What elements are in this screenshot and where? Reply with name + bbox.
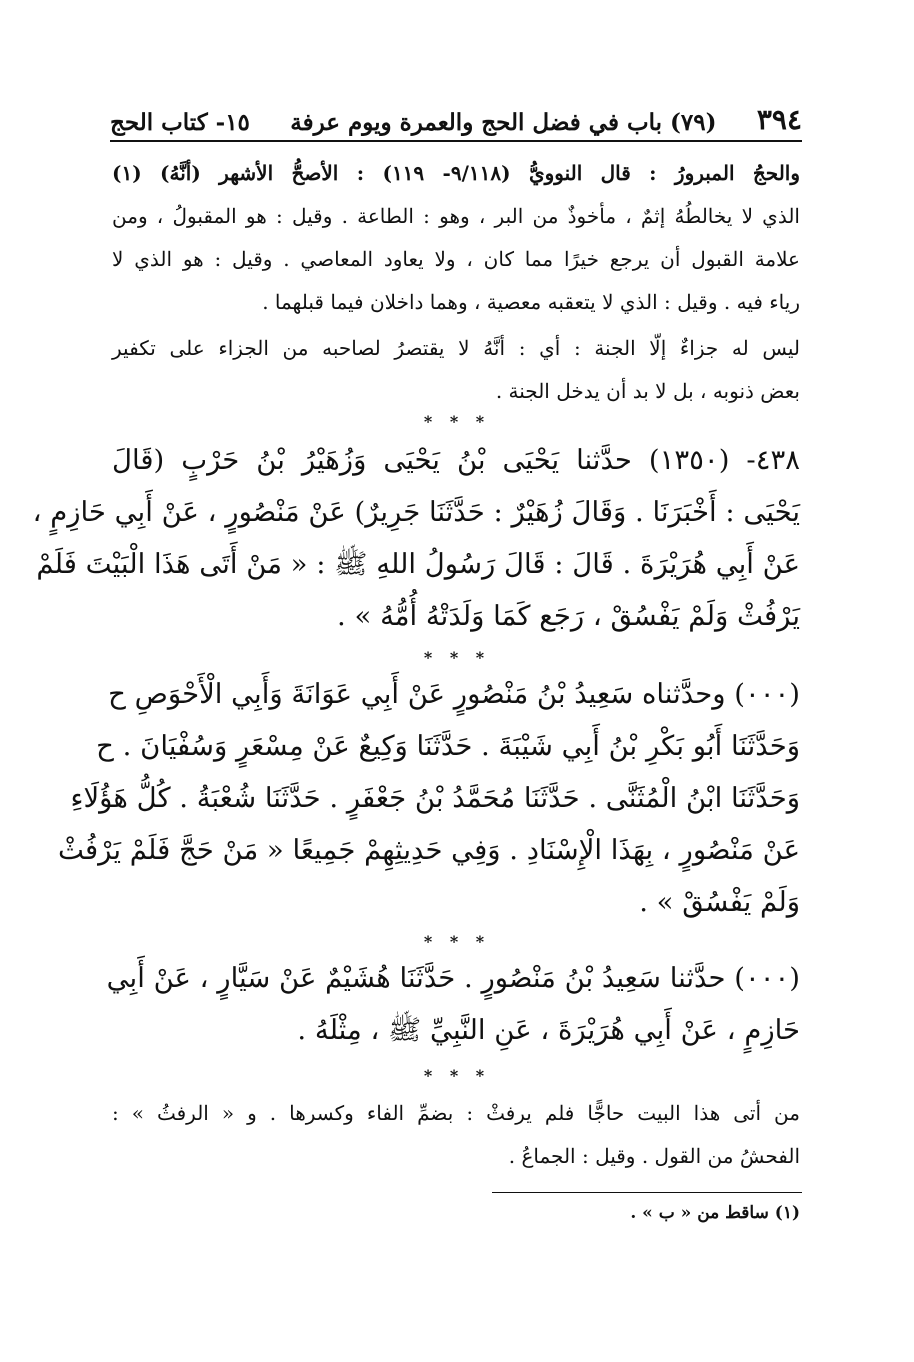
commentary-line: بعض ذنوبه ، بل لا بد أن يدخل الجنة . bbox=[495, 379, 800, 403]
header-rule bbox=[110, 140, 802, 142]
chapter-title: (٧٩) باب في فضل الحج والعمرة ويوم عرفة bbox=[290, 109, 717, 136]
section-separator: * * * bbox=[423, 648, 491, 667]
hadith-line: يَرْفُثْ وَلَمْ يَفْسُقْ ، رَجَع كَمَا وَلَدَتْهُ أُمُّهُ » . bbox=[337, 600, 800, 632]
commentary-line: ليس له جزاءٌ إلّا الجنة : أي : أنَّهُ لا يقتصرُ لصاحبه من الجزاء على تكفير bbox=[112, 336, 800, 360]
hadith-line: وَحَدَّثَنَا ابْنُ الْمُثَنَّى . حَدَّثَنَا مُحَمَّدُ بْنُ جَعْفَرٍ . حَدَّثَنَا شُعْبَةُ . كُلُّ هَؤُلَاءِ bbox=[70, 782, 800, 814]
book-title: ١٥- كتاب الحج bbox=[110, 109, 250, 136]
hadith-line: وَلَمْ يَفْسُقْ » . bbox=[639, 886, 800, 918]
hadith-line: حَازِمٍ ، عَنْ أَبِي هُرَيْرَةَ ، عَنِ النَّبِيِّ ﷺ ، مِثْلَهُ . bbox=[297, 1014, 800, 1046]
hadith-000-a bbox=[58, 668, 800, 928]
commentary-line: رياء فيه . وقيل : الذي لا يتعقبه معصية ، وهما داخلان فيما قبلهما . bbox=[262, 290, 800, 314]
footnote-rule bbox=[492, 1192, 802, 1193]
running-header bbox=[110, 96, 802, 136]
section-separator: * * * bbox=[423, 932, 491, 951]
commentary-line: علامة القبول أن يرجع خيرًا مما كان ، ولا يعاود المعاصي . وقيل : هو الذي لا bbox=[112, 247, 800, 271]
section-separator: * * * bbox=[423, 1066, 491, 1085]
page-number: ٣٩٤ bbox=[756, 103, 802, 136]
section-separator: * * * bbox=[423, 412, 491, 431]
hadith-438 bbox=[32, 434, 801, 642]
footnote: (١) ساقط من « ب » . bbox=[630, 1203, 800, 1223]
hadith-line: يَحْيَى : أَخْبَرَنَا . وَقَالَ زُهَيْرٌ : حَدَّثَنَا جَرِيرٌ) عَنْ مَنْصُورٍ ، عَنْ أَبِي حَازِمٍ ، bbox=[32, 496, 800, 528]
commentary-line: والحجُ المبرورُ : قال النوويُّ (٩/١١٨- ١١٩) : الأصحُّ الأشهر (أنَّهُ) (١) bbox=[112, 161, 801, 185]
commentary-bottom bbox=[112, 1092, 800, 1178]
commentary-line: الذي لا يخالطُهُ إثمٌ ، مأخوذٌ من البر ، وهو : الطاعة . وقيل : هو المقبولُ ، ومن bbox=[112, 204, 800, 228]
hadith-line: (٠٠٠) حدَّثنا سَعِيدُ بْنُ مَنْصُورٍ . حَدَّثَنَا هُشَيْمٌ عَنْ سَيَّارٍ ، عَنْ أَبِي bbox=[106, 962, 800, 994]
hadith-000-b bbox=[106, 952, 800, 1056]
commentary-top bbox=[112, 152, 800, 413]
hadith-line: ٤٣٨- (١٣٥٠) حدَّثنا يَحْيَى بْنُ يَحْيَى وَزُهَيْرُ بْنُ حَرْبٍ (قَالَ bbox=[112, 444, 801, 476]
hadith-line: (٠٠٠) وحدَّثناه سَعِيدُ بْنُ مَنْصُورٍ عَنْ أَبِي عَوَانَةَ وَأَبِي الْأَحْوَصِ ح bbox=[108, 678, 800, 710]
commentary-line: الفحشُ من القول . وقيل : الجماعُ . bbox=[508, 1144, 800, 1168]
hadith-line: عَنْ مَنْصُورٍ ، بِهَذَا الْإِسْنَادِ . وَفِي حَدِيثِهِمْ جَمِيعًا « مَنْ حَجَّ فَلَمْ يَرْفُثْ bbox=[58, 834, 800, 866]
commentary-line: من أتى هذا البيت حاجًّا فلم يرفثْ : بضمِّ الفاء وكسرها . و « الرفثُ » : bbox=[112, 1101, 800, 1125]
hadith-line: وَحَدَّثَنَا أَبُو بَكْرِ بْنُ أَبِي شَيْبَةَ . حَدَّثَنَا وَكِيعٌ عَنْ مِسْعَرٍ وَسُفْيَانَ . ح bbox=[96, 730, 800, 762]
hadith-line: عَنْ أَبِي هُرَيْرَةَ . قَالَ : قَالَ رَسُولُ اللهِ ﷺ : « مَنْ أَتَى هَذَا الْبَيْتَ فَلَمْ bbox=[36, 548, 800, 580]
